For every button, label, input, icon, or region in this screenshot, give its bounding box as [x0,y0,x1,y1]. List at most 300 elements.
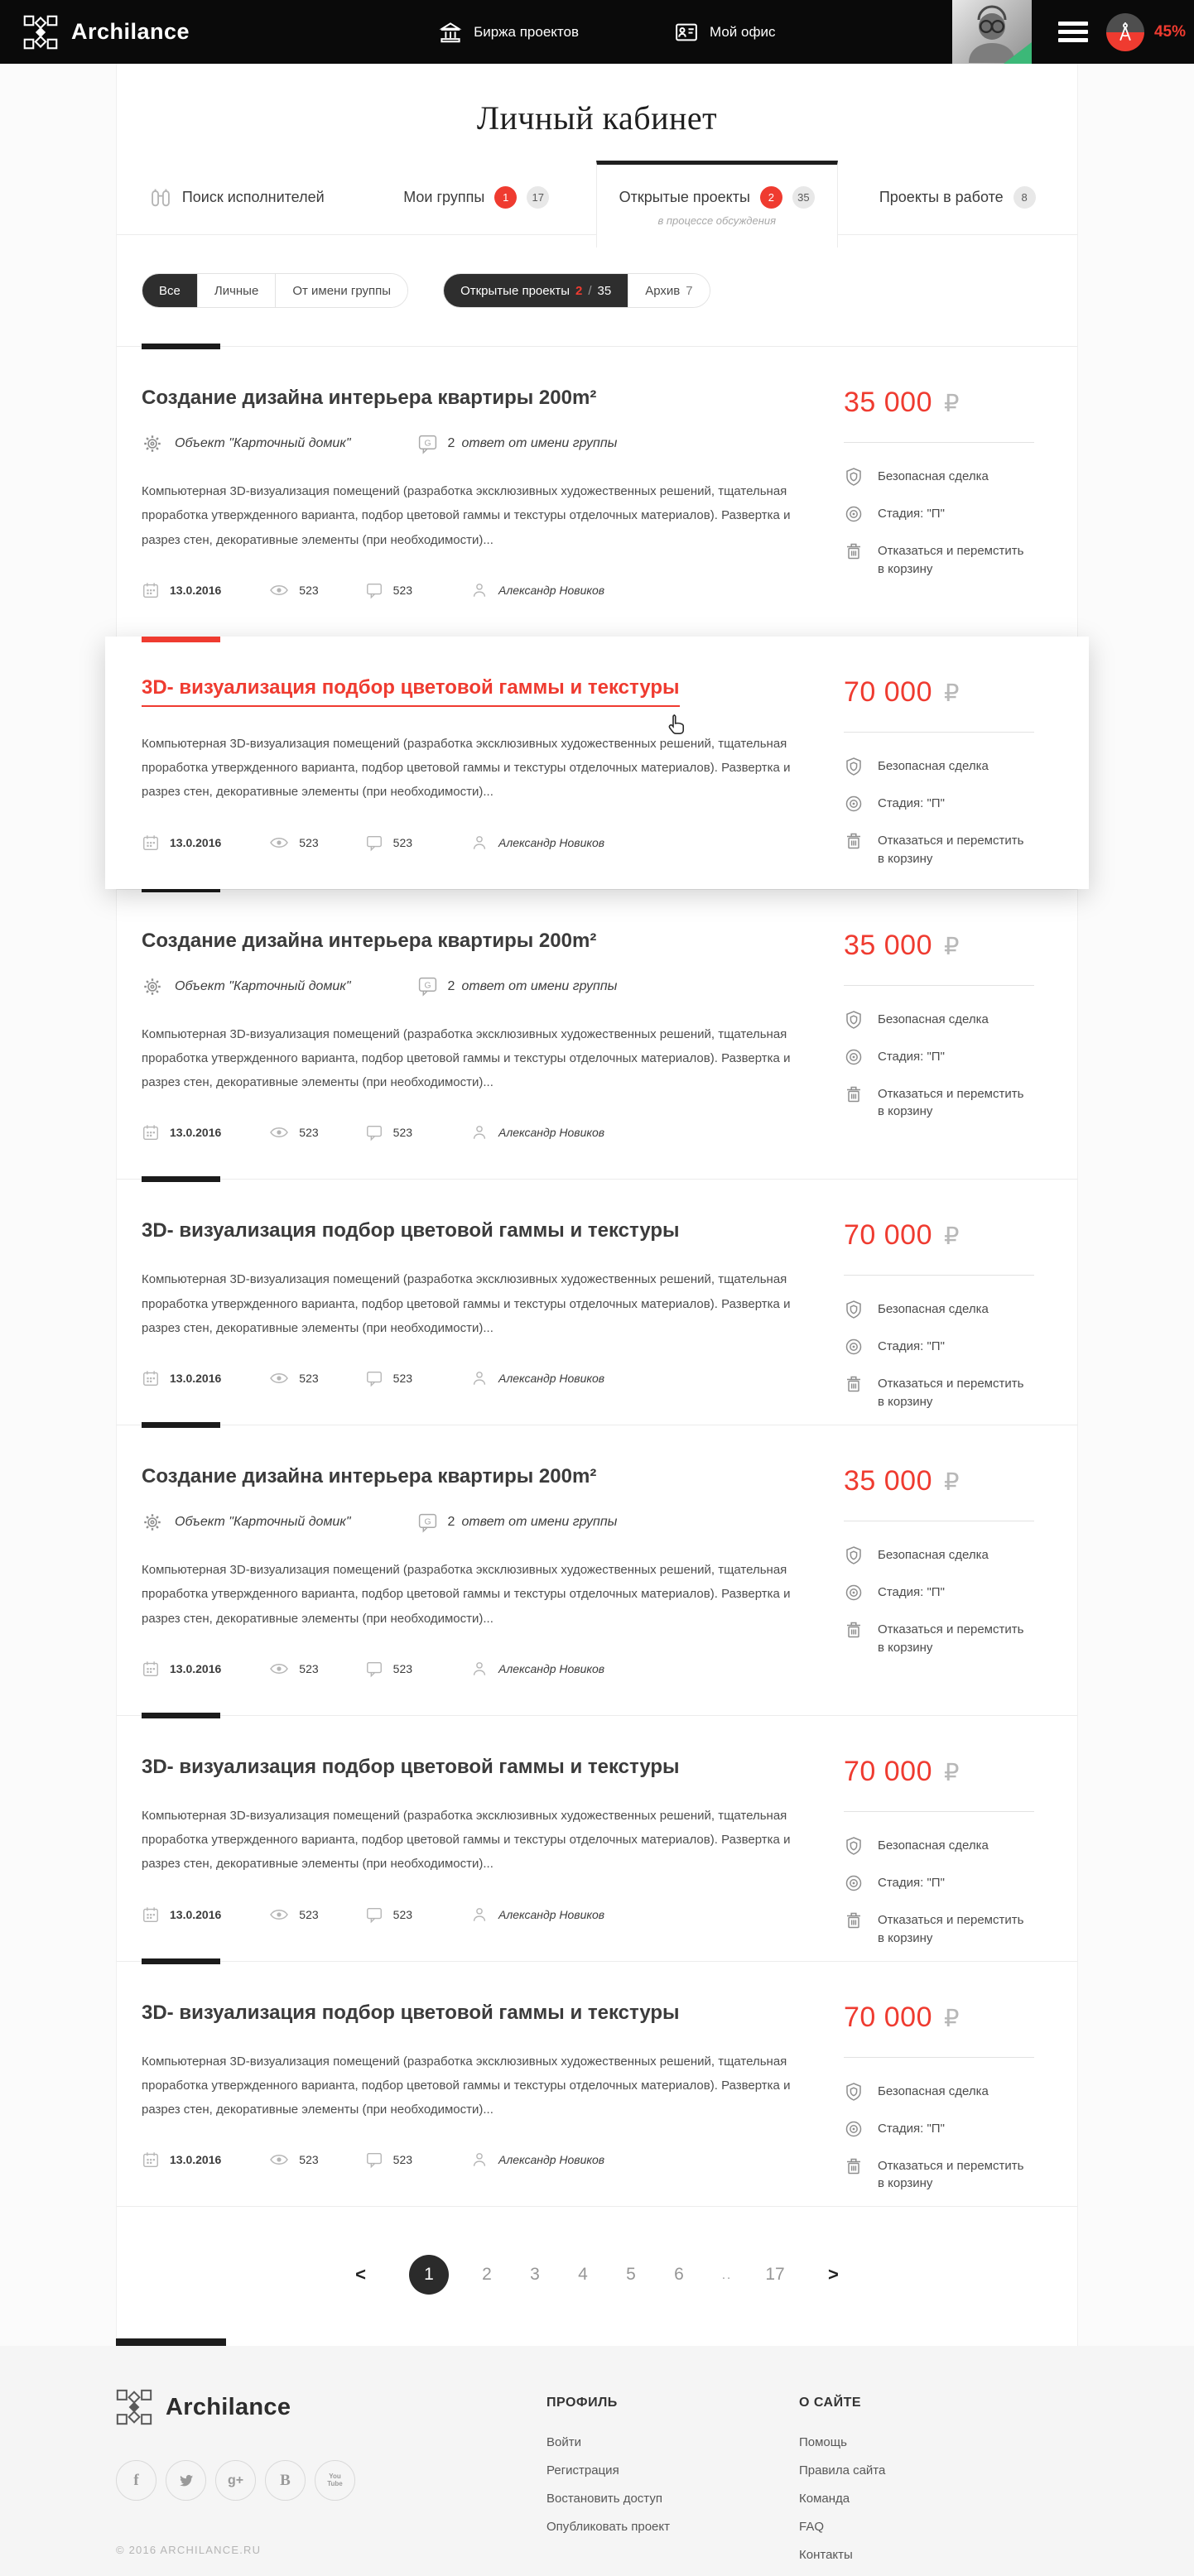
social-icons [116,2460,546,2501]
project-author: Александр Новиков [498,1661,605,1675]
card-accent-dash [142,1713,220,1718]
project-date: 13.0.2016 [170,835,222,849]
footer-link[interactable]: Правила сайта [799,2463,886,2478]
tab-total-badge: 35 [792,186,815,209]
copyright: © 2016 ARCHILANCE.RU [116,2544,262,2557]
stage-item [844,505,1080,524]
brand-logo[interactable] [23,15,190,50]
project-price: 35 000 [844,929,932,961]
group-reply-count: 2 [447,978,455,993]
project-card [117,889,1077,1180]
svg-text:G: G [423,439,431,449]
comment-icon [365,1369,383,1387]
footer-accent-bar [116,2338,226,2346]
page-number[interactable]: 5 [626,2265,636,2285]
footer-link[interactable]: Команда [799,2492,850,2506]
nav-project-exchange[interactable] [438,20,579,45]
footer-heading: О САЙТЕ [799,2396,862,2410]
top-bar [0,0,1194,64]
discard-line1: Отказаться и перемстить [878,2158,1024,2173]
safe-deal-label: Безопасная сделка [878,469,989,483]
safe-deal-item [844,468,1080,487]
project-date-item [142,2151,221,2169]
svg-text:G: G [423,1517,431,1527]
safe-deal-label: Безопасная сделка [878,1838,989,1853]
project-object-row [142,433,816,454]
filter-count-total: 35 [597,283,612,298]
project-card [117,1961,1077,2207]
project-author: Александр Новиков [498,1907,605,1921]
project-date-item [142,1123,221,1141]
target-icon [844,794,864,814]
group-reply-label[interactable]: ответ от имени группы [461,436,618,450]
discard-line1: Отказаться и перемстить [878,1912,1024,1927]
trash-icon [844,1374,864,1394]
page-title: Личный кабинет [476,99,718,137]
safe-deal-label: Безопасная сделка [878,1548,989,1562]
project-date: 13.0.2016 [170,1661,222,1675]
facebook-icon[interactable]: f [116,2460,156,2501]
group-reply-icon [417,976,438,997]
footer-link[interactable]: Контакты [799,2548,853,2563]
brand-name: Archilance [71,19,190,44]
tab-label: Мои группы [403,189,485,205]
footer-link[interactable]: Регистрация [546,2463,619,2478]
calendar-icon [142,2151,160,2169]
project-title-link[interactable]: 3D- визуализация подбор цветовой гаммы и текстуры [142,1219,680,1242]
project-description: Компьютерная 3D-визуализация помещений (разработка эксклюзивных художественных решений, тщательная проработка утвержденного варианта, подбор цветовой гаммы и текстуры отделочных материалов). Развертка и разрез стен, декоративные элементы (при необходимости)... [142,736,791,800]
discard-action[interactable] [844,2157,1080,2194]
views-count: 523 [299,2153,319,2167]
comments-item[interactable] [365,1123,412,1141]
project-description: Компьютерная 3D-визуализация помещений (разработка эксклюзивных художественных решений, тщательная проработка утвержденного варианта, подбор цветовой гаммы и текстуры отделочных материалов). Развертка и разрез стен, декоративные элементы (при необходимости)... [142,1272,791,1335]
safe-deal-item [844,1546,1080,1565]
group-reply-icon [417,434,438,454]
stage-label: Стадия: "П" [878,1585,945,1599]
project-title-link[interactable]: Создание дизайна интерьера квартиры 200m² [142,1465,597,1487]
project-date-item [142,834,221,852]
group-reply-label[interactable]: ответ от имени группы [461,1515,618,1529]
discard-line1: Отказаться и перемстить [878,1086,1024,1101]
comments-count: 523 [392,835,413,849]
tab-total-badge: 8 [1013,186,1036,209]
behance-icon[interactable]: B [265,2460,306,2501]
comment-icon [365,581,383,599]
svg-text:G: G [423,981,431,991]
comments-count: 523 [392,2153,413,2167]
shield-icon [844,1010,864,1030]
project-card [105,637,1089,889]
shield-icon [844,1545,864,1565]
nav-label: Мой офис [710,23,776,40]
tab-subtitle: в процессе обсуждения [657,214,777,227]
project-price: 70 000 [844,1219,932,1252]
youtube-icon[interactable]: You Tube [315,2460,355,2501]
ownership-filter-group [142,273,408,308]
safe-deal-item [844,1837,1080,1856]
project-title-link[interactable]: 3D- визуализация подбор цветовой гаммы и текстуры [142,676,680,707]
comment-icon [365,2151,383,2169]
project-date: 13.0.2016 [170,1126,222,1140]
shield-icon [844,757,864,776]
project-author: Александр Новиков [498,583,605,597]
card-accent-dash [142,344,220,349]
comments-item[interactable] [365,834,412,852]
project-description: Компьютерная 3D-визуализация помещений (разработка эксклюзивных художественных решений, тщательная проработка утвержденного варианта, подбор цветовой гаммы и текстуры отделочных материалов). Развертка и разрез стен, декоративные элементы (при необходимости)... [142,1026,791,1089]
comments-count: 523 [392,583,413,597]
project-date-item [142,1906,221,1924]
target-icon [844,1047,864,1067]
footer-brand-name: Archilance [166,2393,291,2420]
card-accent-dash [142,1422,220,1428]
views-count: 523 [299,1126,319,1140]
project-list [117,346,1077,2206]
project-price: 70 000 [844,1755,932,1787]
author-item[interactable] [470,834,604,852]
group-reply-icon [417,1512,438,1533]
target-icon [844,1583,864,1603]
safe-deal-label: Безопасная сделка [878,1302,989,1317]
project-card [117,1715,1077,1961]
discard-action[interactable] [844,1085,1080,1122]
views-item [269,1368,318,1388]
gear-icon [142,1511,163,1533]
trash-icon [844,1620,864,1640]
shield-icon [844,2082,864,2102]
project-object-label[interactable]: Объект "Карточный домик" [175,436,351,450]
calendar-icon [142,834,160,852]
shield-icon [844,1300,864,1319]
shield-icon [844,1836,864,1856]
trash-icon [844,541,864,561]
project-date-item [142,1660,221,1678]
archilance-logo-icon [116,2389,152,2425]
cursor-pointer-icon [665,713,688,739]
currency-ruble: ₽ [944,2005,960,2032]
project-object-row [142,976,816,997]
safe-deal-item [844,1300,1080,1319]
person-icon [470,834,489,852]
profile-percent: 45% [1153,22,1186,41]
project-object-label[interactable]: Объект "Карточный домик" [175,978,351,993]
discard-line2: в корзину [878,1395,933,1409]
discard-line1: Отказаться и перемстить [878,1622,1024,1636]
comments-item[interactable] [365,1369,412,1387]
project-description: Компьютерная 3D-визуализация помещений (разработка эксклюзивных художественных решений, тщательная проработка утвержденного варианта, подбор цветовой гаммы и текстуры отделочных материалов). Развертка и разрез стен, декоративные элементы (при необходимости)... [142,1563,791,1626]
project-price: 35 000 [844,1465,932,1497]
id-card-icon [674,20,699,45]
author-item[interactable] [470,581,604,599]
author-item[interactable] [470,2151,604,2169]
profile-completeness-badge[interactable] [1106,13,1144,51]
safe-deal-item [844,2083,1080,2102]
filter-label: Открытые проекты [460,283,570,298]
tab-item[interactable] [838,161,1078,234]
footer-column-about [799,2389,1052,2576]
page-number[interactable]: .. [721,2267,733,2282]
author-item[interactable] [470,1369,604,1387]
stage-label: Стадия: "П" [878,795,945,810]
filter-label: От имени группы [292,283,392,298]
discard-action[interactable] [844,832,1080,868]
project-card [117,346,1077,637]
target-icon [844,2119,864,2139]
filter-pill[interactable] [628,274,709,307]
safe-deal-label: Безопасная сделка [878,1012,989,1026]
currency-ruble: ₽ [944,391,960,417]
side-divider [844,1811,1034,1812]
tab-new-badge: 1 [494,186,517,209]
project-title-link[interactable]: 3D- визуализация подбор цветовой гаммы и текстуры [142,1755,680,1778]
tab-label: Поиск исполнителей [181,189,325,205]
currency-ruble: ₽ [944,1469,960,1496]
page-number[interactable]: 17 [765,2265,785,2285]
discard-line1: Отказаться и перемстить [878,1377,1024,1391]
calendar-icon [142,1906,160,1924]
project-title-link[interactable]: Создание дизайна интерьера квартиры 200m² [142,929,597,952]
filter-count-total: 7 [686,283,693,298]
views-count: 523 [299,1907,319,1921]
nav-label: Биржа проектов [474,23,579,40]
footer-link[interactable]: Помощь [799,2435,847,2450]
hamburger-menu-icon[interactable] [1058,17,1088,46]
safe-deal-item [844,1011,1080,1030]
views-item [269,833,318,853]
side-divider [844,1275,1034,1276]
author-item[interactable] [470,1123,604,1141]
card-accent-dash [142,1958,220,1964]
footer-heading: ПРОФИЛЬ [546,2396,618,2410]
project-description: Компьютерная 3D-визуализация помещений (разработка эксклюзивных художественных решений, тщательная проработка утвержденного варианта, подбор цветовой гаммы и текстуры отделочных материалов). Развертка и разрез стен, декоративные элементы (при необходимости)... [142,1808,791,1872]
trash-icon [844,2156,864,2176]
views-count: 523 [299,583,319,597]
eye-icon [269,1122,289,1142]
filter-count-new: 2 [575,283,583,298]
target-icon [844,504,864,524]
discard-line1: Отказаться и перемстить [878,544,1024,558]
discard-line2: в корзину [878,2176,933,2191]
tab-item[interactable] [596,161,838,248]
project-date-item [142,581,221,599]
page-numbers [409,2255,785,2295]
safe-deal-item [844,757,1080,776]
views-item [269,580,318,600]
calendar-icon [142,1369,160,1387]
card-accent-dash [142,1176,220,1182]
page-number[interactable]: 6 [674,2265,684,2285]
target-icon [844,1873,864,1893]
eye-icon [269,1905,289,1925]
project-date-item [142,1369,221,1387]
next-page-arrow[interactable]: > [828,2264,839,2285]
twitter-icon[interactable] [166,2460,206,2501]
side-divider [844,732,1034,733]
project-description: Компьютерная 3D-визуализация помещений (разработка эксклюзивных художественных решений, тщательная проработка утвержденного варианта, подбор цветовой гаммы и текстуры отделочных материалов). Развертка и разрез стен, декоративные элементы (при необходимости)... [142,484,791,547]
views-item [269,1659,318,1679]
footer-link[interactable]: Востановить доступ [546,2492,662,2506]
project-price: 35 000 [844,387,932,418]
stage-item [844,2120,1080,2139]
filter-pill[interactable] [142,274,198,307]
archilance-logo-icon [23,15,58,50]
project-date: 13.0.2016 [170,2153,222,2167]
eye-icon [269,1368,289,1388]
tab-item[interactable] [117,161,357,234]
footer-link[interactable]: Войти [546,2435,581,2450]
safe-deal-label: Безопасная сделка [878,2083,989,2098]
calendar-icon [142,1123,160,1141]
discard-line2: в корзину [878,1104,933,1119]
footer [0,2346,1194,2576]
stage-item [844,1584,1080,1603]
comments-count: 523 [392,1661,413,1675]
tab-item[interactable] [357,161,597,234]
eye-icon [269,2150,289,2170]
author-item[interactable] [470,1906,604,1924]
side-divider [844,985,1034,986]
discard-line1: Отказаться и перемстить [878,833,1024,848]
comments-item[interactable] [365,1660,412,1678]
views-count: 523 [299,835,319,849]
bank-icon [438,20,463,45]
page-number[interactable]: 1 [409,2255,449,2295]
stage-item [844,1338,1080,1357]
gear-icon [142,433,163,454]
tabs-bar [117,161,1077,235]
author-item[interactable] [470,1660,604,1678]
eye-icon [269,580,289,600]
project-title-link[interactable]: 3D- визуализация подбор цветовой гаммы и текстуры [142,2001,680,2024]
filter-pill[interactable] [276,274,407,307]
discard-action[interactable] [844,1911,1080,1948]
project-price: 70 000 [844,675,932,708]
user-avatar[interactable] [952,0,1032,64]
project-price: 70 000 [844,2001,932,2033]
comments-item[interactable] [365,2151,412,2169]
footer-column-profile [546,2389,799,2576]
stage-item [844,1048,1080,1067]
filter-label: Все [159,283,181,298]
person-icon [470,1906,489,1924]
gear-icon [142,976,163,997]
page-number[interactable]: 3 [530,2265,540,2285]
safe-deal-label: Безопасная сделка [878,758,989,773]
group-reply-label[interactable]: ответ от имени группы [461,978,618,993]
views-item [269,1905,318,1925]
footer-link[interactable]: Опубликовать проект [546,2520,670,2535]
person-icon [470,1123,489,1141]
eye-icon [269,833,289,853]
trash-icon [844,1910,864,1930]
views-count: 523 [299,1661,319,1675]
project-card [117,1179,1077,1425]
currency-ruble: ₽ [944,933,960,960]
stage-item [844,795,1080,814]
currency-ruble: ₽ [944,680,960,707]
person-icon [470,1369,489,1387]
comment-icon [365,1123,383,1141]
shield-icon [844,467,864,487]
calendar-icon [142,581,160,599]
person-icon [470,581,489,599]
discard-line2: в корзину [878,1640,933,1655]
stage-label: Стадия: "П" [878,2121,945,2136]
project-author: Александр Новиков [498,2153,605,2167]
comments-item[interactable] [365,581,412,599]
project-title-link[interactable]: Создание дизайна интерьера квартиры 200m² [142,387,597,409]
card-accent-dash [142,637,220,642]
person-icon [470,2151,489,2169]
views-item [269,1122,318,1142]
stage-label: Стадия: "П" [878,1875,945,1890]
project-author: Александр Новиков [498,1126,605,1140]
discard-line2: в корзину [878,1930,933,1945]
pagination [117,2206,1077,2346]
person-icon [470,1660,489,1678]
page-number[interactable]: 2 [482,2265,492,2285]
filter-count-sep: / [588,283,592,298]
tab-new-badge: 2 [760,186,782,209]
views-item [269,2150,318,2170]
trash-icon [844,1084,864,1104]
comments-item[interactable] [365,1906,412,1924]
stage-label: Стадия: "П" [878,507,945,521]
main-container [116,64,1078,2346]
eye-icon [269,1659,289,1679]
project-date: 13.0.2016 [170,583,222,597]
side-divider [844,442,1034,443]
comments-count: 523 [392,1372,413,1385]
comment-icon [365,1906,383,1924]
group-reply-count: 2 [447,436,455,450]
filter-pill[interactable] [198,274,276,307]
nav-my-office[interactable] [674,20,775,45]
discard-action[interactable] [844,542,1080,579]
binoculars-icon [149,186,172,209]
tab-total-badge: 17 [527,186,549,209]
filter-label: Архив [645,283,681,298]
stage-label: Стадия: "П" [878,1339,945,1354]
target-icon [844,1337,864,1357]
comments-count: 523 [392,1907,413,1921]
tab-label: Открытые проекты [619,188,750,205]
trash-icon [844,831,864,851]
comment-icon [365,834,383,852]
stage-item [844,1874,1080,1893]
project-date: 13.0.2016 [170,1907,222,1921]
footer-brand-logo[interactable] [116,2389,546,2425]
filter-pill[interactable] [444,274,628,307]
filter-label: Личные [214,283,259,298]
drafting-compass-icon [1115,22,1136,43]
google-plus-icon[interactable]: g+ [215,2460,256,2501]
stage-label: Стадия: "П" [878,1049,945,1064]
discard-line2: в корзину [878,561,933,576]
project-object-row [142,1511,816,1533]
currency-ruble: ₽ [944,1223,960,1251]
page-number[interactable]: 4 [578,2265,588,2285]
tab-label: Проекты в работе [879,189,1004,205]
project-author: Александр Новиков [498,1372,605,1385]
discard-action[interactable] [844,1375,1080,1411]
discard-action[interactable] [844,1621,1080,1657]
footer-link[interactable]: FAQ [799,2520,825,2535]
project-date: 13.0.2016 [170,1372,222,1385]
project-description: Компьютерная 3D-визуализация помещений (разработка эксклюзивных художественных решений, тщательная проработка утвержденного варианта, подбор цветовой гаммы и текстуры отделочных материалов). Развертка и разрез стен, декоративные элементы (при необходимости)... [142,2054,791,2117]
prev-page-arrow[interactable]: < [355,2264,366,2285]
project-object-label[interactable]: Объект "Карточный домик" [175,1515,351,1529]
group-reply-count: 2 [447,1515,455,1529]
